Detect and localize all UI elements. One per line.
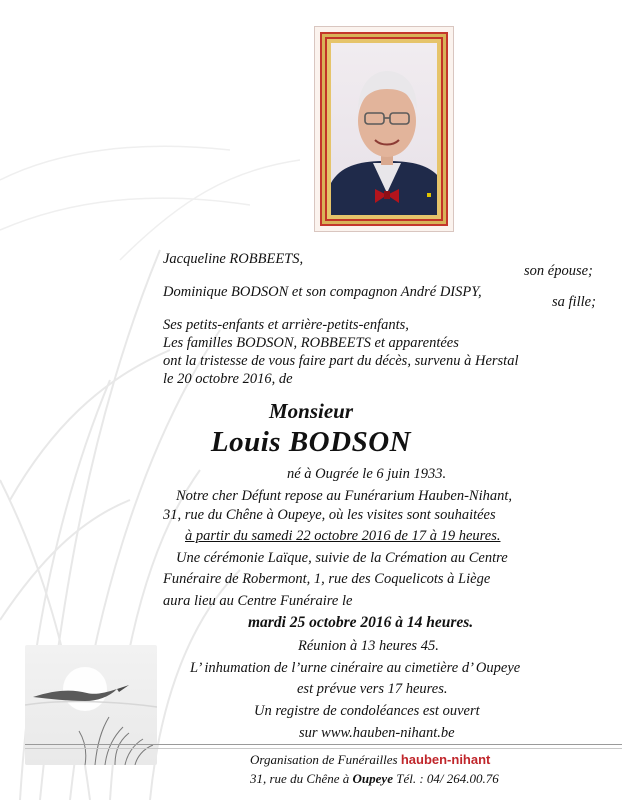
details-line6: aura lieu au Centre Funéraire le (163, 593, 353, 609)
family-line2-role: sa fille; (552, 294, 596, 310)
deceased-honorific: Monsieur (268, 399, 354, 423)
deceased-birth: né à Ougrée le 6 juin 1933. (287, 466, 447, 482)
details-line10: est prévue vers 17 heures. (297, 681, 448, 697)
footer-phone: Tél. : 04/ 264.00.76 (396, 771, 499, 786)
details-line1: Notre cher Défunt repose au Funérarium Hauben-Nihant, (176, 488, 513, 504)
family-line5: ont la tristesse de vous faire part du décès, survenu à Herstal (163, 353, 519, 369)
family-line6: le 20 octobre 2016, de (163, 371, 293, 387)
deceased-name: Louis BODSON (210, 426, 412, 458)
heron-icon (25, 645, 157, 765)
portrait-photo (331, 43, 437, 215)
footer-brand-logo-text: hauben-nihant (400, 752, 491, 767)
details-line5: Funéraire de Robermont, 1, rue des Coquelicots à Liège (163, 571, 491, 587)
family-line2-name: Dominique BODSON et son compagnon André DISPY, (163, 284, 482, 300)
details-line9: L’ inhumation de l’urne cinéraire au cimetière d’ Oupeye (190, 660, 521, 676)
family-line4: Les familles BODSON, ROBBEETS et apparentées (163, 335, 459, 351)
footer-address (250, 771, 499, 787)
portrait-frame (314, 26, 454, 232)
portrait-man-illustration (331, 43, 437, 215)
details-line3-visiting-hours: à partir du samedi 22 octobre 2016 de 17 à 19 heures. (185, 528, 501, 544)
footer-org-prefix: Organisation de Funérailles (250, 752, 398, 767)
details-line8: Réunion à 13 heures 45. (298, 638, 439, 654)
details-line11: Un registre de condoléances est ouvert (254, 703, 480, 719)
portrait-red-border (325, 37, 443, 221)
details-line12-website: sur www.hauben-nihant.be (299, 725, 455, 741)
portrait-gold-border (320, 32, 448, 226)
details-line7-ceremony-date: mardi 25 octobre 2016 à 14 heures. (248, 614, 474, 631)
footer-address-prefix: 31, rue du Chêne à (250, 771, 350, 786)
details-line4: Une cérémonie Laïque, suivie de la Crémation au Centre (176, 550, 508, 566)
heron-sunset-thumbnail (25, 645, 157, 765)
footer-organisation (250, 752, 490, 768)
footer-divider-secondary (25, 748, 622, 749)
family-line1-role: son épouse; (524, 263, 593, 279)
footer-address-town: Oupeye (352, 771, 393, 786)
footer-divider (25, 744, 622, 745)
details-line2: 31, rue du Chêne à Oupeye, où les visites sont souhaitées (163, 507, 496, 523)
family-line1-name: Jacqueline ROBBEETS, (163, 251, 304, 267)
family-line3: Ses petits-enfants et arrière-petits-enfants, (163, 317, 409, 333)
